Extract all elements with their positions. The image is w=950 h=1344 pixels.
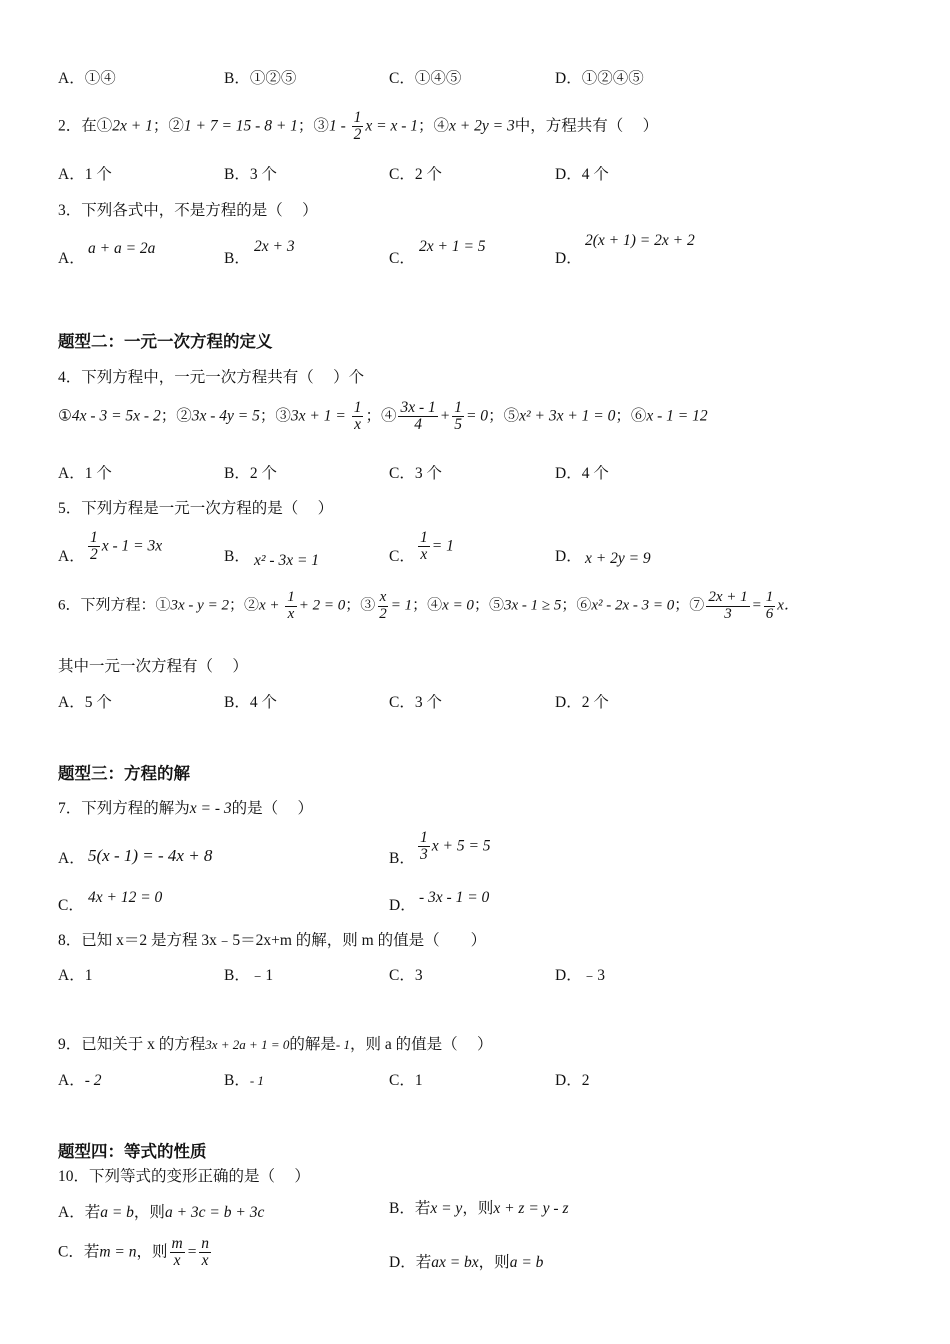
q2-fraction: $\frac{1}{2}$ <box>353 109 362 144</box>
section-heading-4: 题型四：等式的性质 <box>58 1142 207 1161</box>
q4-option-d: D．4 个 <box>555 465 609 482</box>
q5-label-a: A． <box>58 548 85 565</box>
q10-option-a: A．若a = b，则a + 3c = b + 3c <box>58 1204 265 1221</box>
q8-option-d: D．﹣3 <box>555 967 605 984</box>
q10-option-c: C．若m = n，则 $\frac{m}{x}$ = $\frac{n}{x}$ <box>58 1235 209 1270</box>
q5-label-c: C． <box>389 548 415 565</box>
q3-label-a: A． <box>58 250 85 267</box>
q9-expr-b: - 1 <box>249 1073 264 1088</box>
q8-option-c: C．3 <box>389 967 423 984</box>
q6-option-b: B．4 个 <box>224 694 277 711</box>
q9-option-d: D．2 <box>555 1072 590 1089</box>
q1-option-a: A．①④ <box>58 70 116 87</box>
q4-option-c: C．3 个 <box>389 465 442 482</box>
q3-label-c: C． <box>389 250 415 267</box>
q3-label-b: B． <box>224 250 250 267</box>
q6-option-c: C．3 个 <box>389 694 442 711</box>
q9-label-a: A．- 2 <box>58 1072 102 1089</box>
q7-label-b: B． <box>389 850 415 867</box>
q4-option-a: A．1 个 <box>58 465 112 482</box>
q4-stem: 4．下列方程中，一元一次方程共有（ ）个 <box>58 369 365 386</box>
q6-fraction-7b: $\frac{1}{6}$ <box>765 589 774 622</box>
q6-option-d: D．2 个 <box>555 694 609 711</box>
q5-expr-c: $\frac{1}{x}$ = 1 <box>420 529 454 564</box>
section-heading-2: 题型二：一元一次方程的定义 <box>58 332 273 351</box>
q6-stem: 6．下列方程：①3x - y = 2；②x + $\frac{1}{x}$ + 2 = 0；③ $\frac{x}{2}$ = 1；④x = 0；⑤3x - 1 ≥ 5；⑥x² - 2x - 3 = 0；⑦ $\frac{2x + 1}{3}$ = $\frac{1}{6}$ x． <box>58 589 799 622</box>
q9-option-c: C．1 <box>389 1072 423 1089</box>
q6-option-a: A．5 个 <box>58 694 112 711</box>
q6-fraction-2: $\frac{1}{x}$ <box>287 589 295 622</box>
q2-expr-2: 1 + 7 = 15 - 8 + 1 <box>183 117 298 135</box>
q10-stem: 10．下列等式的变形正确的是（ ） <box>58 1168 310 1185</box>
q2-stem: 2．在①2x + 1；②1 + 7 = 15 - 8 + 1；③1 - $\frac{1}{2}$ x = x - 1；④x + 2y = 3中，方程共有（ ） <box>58 109 659 144</box>
q9-expr-a: - 2 <box>84 1072 102 1089</box>
q8-option-b: B．﹣1 <box>224 967 274 984</box>
q8-option-a: A．1 <box>58 967 93 984</box>
q2-expr-4: x + 2y = 3 <box>449 117 515 135</box>
q7-stem: 7．下列方程的解为x = - 3的是（ ） <box>58 800 314 817</box>
q2-option-d: D．4 个 <box>555 166 609 183</box>
q7-expr-c: 4x + 12 = 0 <box>88 889 163 906</box>
q3-expr-b: 2x + 3 <box>254 238 295 255</box>
q7-expr-d: - 3x - 1 = 0 <box>419 889 490 906</box>
q9-stem: 9．已知关于 x 的方程3x + 2a + 1 = 0的解是- 1，则 a 的值是（ ） <box>58 1036 493 1053</box>
q3-label-d: D． <box>555 250 582 267</box>
q3-expr-d: 2(x + 1) = 2x + 2 <box>585 232 695 249</box>
q7-expr-b: $\frac{1}{3}$ x + 5 = 5 <box>420 829 491 864</box>
q10-option-d: D．若ax = bx，则a = b <box>389 1254 544 1271</box>
q7-expr-a: 5(x - 1) = - 4x + 8 <box>88 846 213 865</box>
q2-expr-1: 2x + 1 <box>112 117 153 135</box>
q5-expr-d: x + 2y = 9 <box>585 550 651 567</box>
q4-fraction-4a: $\frac{3x - 1}{4}$ <box>400 399 436 434</box>
q5-stem: 5．下列方程是一元一次方程的是（ ） <box>58 500 334 517</box>
q7-label-c: C． <box>58 897 84 914</box>
q7-label-d: D． <box>389 897 416 914</box>
q1-option-c: C．①④⑤ <box>389 70 462 87</box>
q10-option-b: B．若x = y，则x + z = y - z <box>389 1200 569 1217</box>
q2-option-a: A．1 个 <box>58 166 112 183</box>
q6-line2: 其中一元一次方程有（ ） <box>58 658 248 675</box>
q1-option-b: B．①②⑤ <box>224 70 297 87</box>
q7-label-a: A． <box>58 850 85 867</box>
q5-label-d: D． <box>555 548 582 565</box>
q3-stem: 3．下列各式中，不是方程的是（ ） <box>58 202 318 219</box>
q6-fraction-3: $\frac{x}{2}$ <box>379 589 387 622</box>
q4-fraction-3: $\frac{1}{x}$ <box>353 399 362 434</box>
q5-expr-b: x² - 3x = 1 <box>254 552 320 569</box>
section-heading-3: 题型三：方程的解 <box>58 764 190 783</box>
q4-equations: ①4x - 3 = 5x - 2；②3x - 4y = 5；③3x + 1 = $\frac{1}{x}$ ；④ $\frac{3x - 1}{4}$ + $\frac{1}{5}$ = 0；⑤x² + 3x + 1 = 0；⑥x - 1 = 12 <box>58 399 708 434</box>
q1-option-d: D．①②④⑤ <box>555 70 644 87</box>
q4-fraction-4b: $\frac{1}{5}$ <box>454 399 462 434</box>
q2-option-c: C．2 个 <box>389 166 442 183</box>
q9-label-b: B．- 1 <box>224 1072 264 1089</box>
q3-expr-a: a + a = 2a <box>88 240 156 257</box>
q5-label-b: B． <box>224 548 250 565</box>
q3-expr-c: 2x + 1 = 5 <box>419 238 486 255</box>
q6-fraction-7a: $\frac{2x + 1}{3}$ <box>708 589 748 622</box>
q4-option-b: B．2 个 <box>224 465 277 482</box>
q5-expr-a: $\frac{1}{2}$ x - 1 = 3x <box>90 529 163 564</box>
q8-stem: 8．已知 x＝2 是方程 3x﹣5＝2x+m 的解，则 m 的值是（ ） <box>58 932 487 949</box>
q2-option-b: B．3 个 <box>224 166 277 183</box>
